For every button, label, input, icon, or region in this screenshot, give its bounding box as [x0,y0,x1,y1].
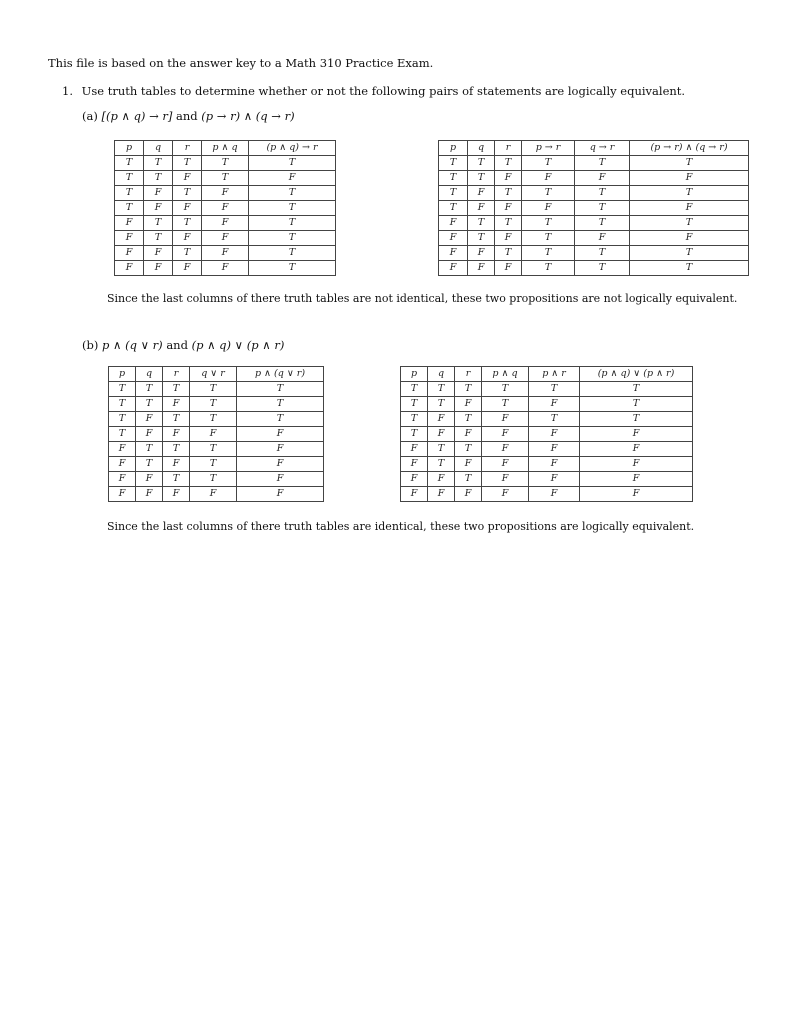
table-cell: F [580,427,693,442]
column-header: r [495,141,522,156]
table-row [439,231,749,246]
table-cell: T [522,231,575,246]
table-cell: T [630,246,749,261]
table-cell: F [482,472,529,487]
question-number: 1. [62,84,73,98]
table-cell: F [630,231,749,246]
table-cell: F [202,186,249,201]
table-cell: F [580,457,693,472]
column-header: p [115,141,144,156]
table-cell: T [115,201,144,216]
table-cell: F [401,457,428,472]
table-cell: F [482,442,529,457]
table-cell: F [144,186,173,201]
table-cell: T [439,156,468,171]
part-a-label: (a) [82,109,98,123]
table-cell: F [136,472,163,487]
table-cell: F [468,201,495,216]
table-cell: F [173,261,202,276]
question-text: Use truth tables to determine whether or not the following pairs of statements are logically equivalent. [81,84,686,98]
table-header-row [439,141,749,156]
table-cell: T [109,427,136,442]
table-cell: T [522,156,575,171]
table-cell: F [468,186,495,201]
table-cell: F [136,412,163,427]
column-header: r [163,367,190,382]
table-cell: T [237,397,324,412]
table-cell: T [522,186,575,201]
table-row [401,382,693,397]
part-a-joiner: and [176,109,198,123]
table-cell: T [163,412,190,427]
table-cell: T [495,246,522,261]
table-row [439,186,749,201]
table-cell: F [439,231,468,246]
table-cell: F [468,261,495,276]
table-cell: F [455,457,482,472]
table-cell: T [439,186,468,201]
table-cell: T [630,261,749,276]
table-cell: T [190,382,237,397]
table-cell: T [202,171,249,186]
table-cell: T [190,412,237,427]
table-cell: F [495,231,522,246]
table-row [401,397,693,412]
table-cell: T [249,156,336,171]
column-header: p [439,141,468,156]
table-cell: F [401,472,428,487]
part-b-conclusion: Since the last columns of there truth tables are identical, these two propositions are logically equivalent. [107,520,695,533]
table-cell: T [529,382,580,397]
column-header: p → r [522,141,575,156]
table-cell: T [136,382,163,397]
table-cell: F [529,427,580,442]
table-cell: T [136,442,163,457]
table-cell: T [136,397,163,412]
table-cell: T [115,186,144,201]
table-cell: T [401,382,428,397]
table-cell: F [522,201,575,216]
table-cell: F [575,171,630,186]
table-cell: T [428,457,455,472]
table-row [115,156,336,171]
table-cell: T [482,382,529,397]
table-cell: F [439,246,468,261]
table-cell: F [163,427,190,442]
table-cell: F [144,261,173,276]
table-cell: F [495,171,522,186]
part-b-label: (b) [82,338,99,352]
truth-table-a2 [438,140,749,276]
table-row [439,261,749,276]
table-cell: T [173,186,202,201]
table-row [439,201,749,216]
table-row [115,231,336,246]
table-cell: F [109,457,136,472]
table-cell: T [249,201,336,216]
part-b-heading [82,338,284,352]
table-cell: F [202,216,249,231]
table-cell: T [522,261,575,276]
table-cell: F [163,457,190,472]
table-row [109,427,324,442]
table-cell: T [144,156,173,171]
table-cell: T [455,412,482,427]
table-cell: T [249,261,336,276]
column-header: q [136,367,163,382]
part-a-expr2: (p → r) ∧ (q → r) [201,109,295,123]
table-cell: F [249,171,336,186]
table-cell: T [455,442,482,457]
table-cell: F [495,201,522,216]
column-header: r [173,141,202,156]
column-header: p [109,367,136,382]
table-cell: T [522,246,575,261]
table-row [401,472,693,487]
column-header: (p ∧ q) → r [249,141,336,156]
table-cell: T [468,156,495,171]
table-cell: T [249,216,336,231]
table-cell: F [439,216,468,231]
table-cell: F [428,427,455,442]
table-cell: T [249,231,336,246]
table-cell: T [144,216,173,231]
table-cell: T [428,382,455,397]
column-header: p [401,367,428,382]
table-row [401,487,693,502]
table-row [109,397,324,412]
part-a-conclusion: Since the last columns of there truth tables are not identical, these two propositions are not logically equivalent. [107,292,738,305]
table-cell: T [115,156,144,171]
column-header: p ∧ (q ∨ r) [237,367,324,382]
table-row [109,442,324,457]
table-cell: F [163,487,190,502]
table-cell: T [190,442,237,457]
table-cell: T [575,261,630,276]
question-line [62,84,685,98]
table-cell: T [136,457,163,472]
table-cell: F [529,487,580,502]
table-cell: F [401,442,428,457]
table-cell: T [109,382,136,397]
table-cell: T [144,231,173,246]
column-header: (p ∧ q) ∨ (p ∧ r) [580,367,693,382]
table-cell: T [482,397,529,412]
column-header: q ∨ r [190,367,237,382]
table-cell: F [136,427,163,442]
table-cell: T [237,412,324,427]
table-row [115,246,336,261]
table-cell: F [109,472,136,487]
table-cell: F [115,246,144,261]
table-cell: T [249,246,336,261]
table-cell: T [522,216,575,231]
table-cell: F [529,397,580,412]
column-header: q [468,141,495,156]
table-cell: F [580,472,693,487]
table-cell: F [136,487,163,502]
table-cell: F [529,472,580,487]
truth-table-b2 [400,366,693,502]
table-cell: T [529,412,580,427]
table-row [401,442,693,457]
table-cell: F [237,457,324,472]
table-cell: F [202,261,249,276]
table-header-row [109,367,324,382]
table-row [439,156,749,171]
table-cell: F [468,246,495,261]
table-header-row [401,367,693,382]
table-cell: F [202,231,249,246]
table-cell: T [428,397,455,412]
part-a-heading [82,109,295,123]
table-cell: T [630,216,749,231]
intro-text: This file is based on the answer key to a Math 310 Practice Exam. [48,56,434,70]
table-cell: F [202,246,249,261]
table-cell: F [455,397,482,412]
table-cell: F [495,261,522,276]
table-cell: T [163,442,190,457]
table-cell: F [630,201,749,216]
table-row [115,261,336,276]
part-b-joiner: and [166,338,188,352]
table-cell: T [428,442,455,457]
table-cell: F [190,487,237,502]
table-cell: T [173,216,202,231]
table-cell: T [580,412,693,427]
column-header: q [428,367,455,382]
table-cell: T [109,412,136,427]
table-cell: T [630,156,749,171]
table-cell: T [468,216,495,231]
column-header: p ∧ q [202,141,249,156]
table-cell: F [115,261,144,276]
truth-table-b1 [108,366,324,502]
table-row [109,487,324,502]
table-cell: T [630,186,749,201]
table-cell: T [163,382,190,397]
column-header: q → r [575,141,630,156]
table-cell: T [495,156,522,171]
table-cell: F [109,442,136,457]
table-cell: T [144,171,173,186]
table-row [109,472,324,487]
table-cell: F [237,487,324,502]
table-cell: T [202,156,249,171]
table-cell: F [237,472,324,487]
table-cell: T [439,171,468,186]
table-cell: T [575,216,630,231]
table-cell: F [455,487,482,502]
table-cell: F [529,442,580,457]
table-row [115,201,336,216]
table-header-row [115,141,336,156]
table-cell: T [575,186,630,201]
table-cell: F [428,487,455,502]
table-row [115,171,336,186]
table-cell: F [482,412,529,427]
table-cell: T [575,246,630,261]
table-cell: T [173,246,202,261]
part-b-expr1: p ∧ (q ∨ r) [102,338,163,352]
table-cell: F [428,412,455,427]
table-cell: T [455,382,482,397]
table-row [401,427,693,442]
table-cell: T [575,201,630,216]
table-cell: F [173,171,202,186]
table-row [115,216,336,231]
truth-table-a1 [114,140,336,276]
table-cell: T [190,472,237,487]
column-header: p ∧ r [529,367,580,382]
table-cell: T [455,472,482,487]
part-b-expr2: (p ∧ q) ∨ (p ∧ r) [191,338,285,352]
table-cell: F [202,201,249,216]
table-cell: T [109,397,136,412]
column-header: (p → r) ∧ (q → r) [630,141,749,156]
table-cell: T [495,216,522,231]
table-cell: F [580,442,693,457]
table-cell: F [482,427,529,442]
table-cell: F [455,427,482,442]
table-cell: F [237,427,324,442]
table-cell: F [109,487,136,502]
column-header: q [144,141,173,156]
table-cell: T [580,397,693,412]
table-row [109,457,324,472]
table-row [401,457,693,472]
table-cell: T [190,457,237,472]
table-cell: T [580,382,693,397]
table-cell: F [580,487,693,502]
table-row [401,412,693,427]
table-cell: T [173,156,202,171]
table-cell: T [401,397,428,412]
table-cell: F [522,171,575,186]
table-cell: T [163,472,190,487]
table-cell: T [575,156,630,171]
table-row [439,171,749,186]
column-header: p ∧ q [482,367,529,382]
table-cell: F [428,472,455,487]
table-row [439,246,749,261]
table-cell: F [144,246,173,261]
table-cell: T [468,171,495,186]
table-row [109,382,324,397]
table-cell: F [575,231,630,246]
table-cell: F [482,457,529,472]
table-cell: F [173,201,202,216]
table-cell: F [237,442,324,457]
table-cell: F [190,427,237,442]
table-row [115,186,336,201]
table-cell: T [237,382,324,397]
table-cell: T [401,412,428,427]
table-cell: F [163,397,190,412]
table-cell: F [529,457,580,472]
table-cell: F [173,231,202,246]
table-cell: T [401,427,428,442]
part-a-expr1: [(p ∧ q) → r] [101,109,173,123]
table-cell: F [115,231,144,246]
table-cell: F [401,487,428,502]
table-cell: F [144,201,173,216]
table-cell: F [630,171,749,186]
column-header: r [455,367,482,382]
table-cell: T [439,201,468,216]
table-cell: F [439,261,468,276]
table-cell: T [468,231,495,246]
table-row [439,216,749,231]
table-row [109,412,324,427]
table-cell: T [190,397,237,412]
table-cell: F [115,216,144,231]
table-cell: T [495,186,522,201]
table-cell: T [115,171,144,186]
table-cell: F [482,487,529,502]
table-cell: T [249,186,336,201]
